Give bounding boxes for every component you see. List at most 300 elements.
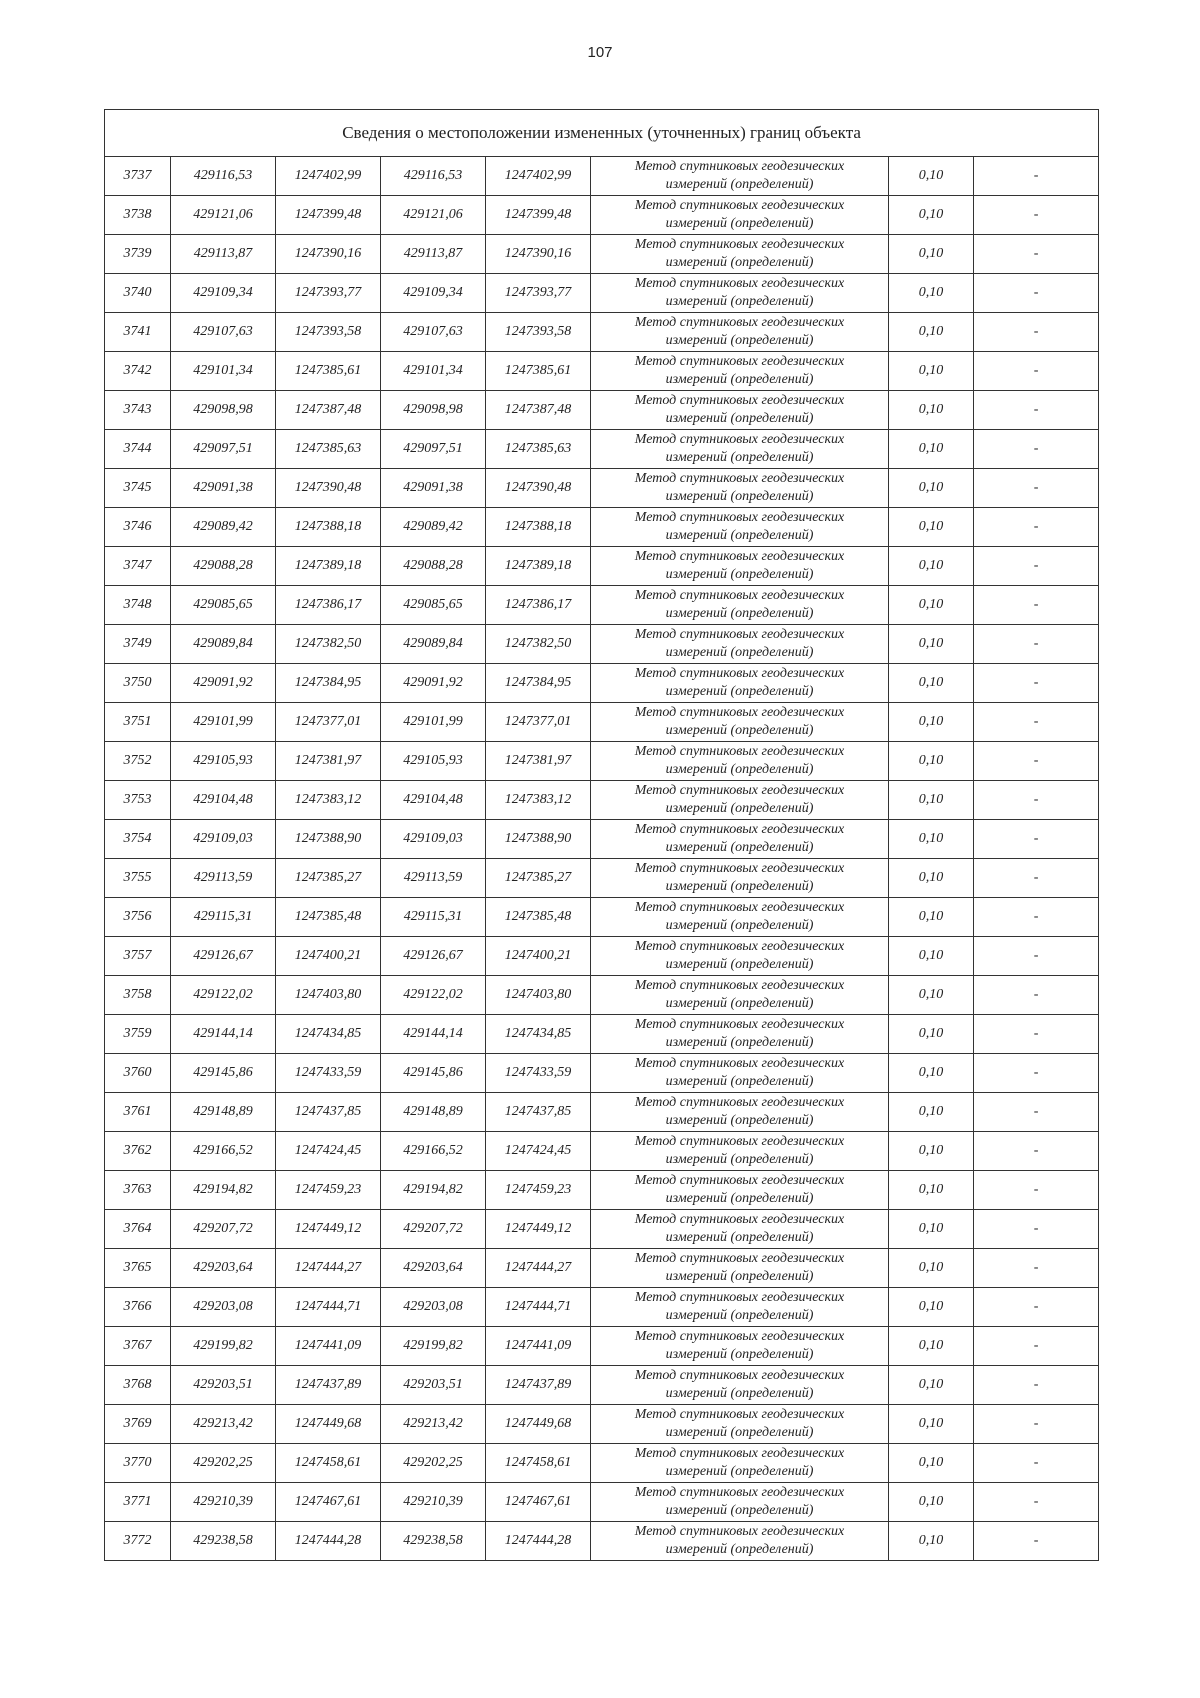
y-new-cell: 1247449,68 xyxy=(486,1405,591,1444)
y-new-cell: 1247444,27 xyxy=(486,1249,591,1288)
x-existing-cell: 429213,42 xyxy=(171,1405,276,1444)
description-cell: - xyxy=(974,781,1099,820)
precision-cell: 0,10 xyxy=(889,1483,974,1522)
method-line-1: Метод спутниковых геодезических xyxy=(634,861,845,876)
table-row xyxy=(105,1249,1099,1288)
x-new-cell: 429116,53 xyxy=(381,157,486,196)
y-existing-cell: 1247441,09 xyxy=(276,1327,381,1366)
y-existing-cell: 1247437,85 xyxy=(276,1093,381,1132)
y-existing-cell: 1247385,27 xyxy=(276,859,381,898)
description-cell: - xyxy=(974,352,1099,391)
y-existing-cell: 1247385,63 xyxy=(276,430,381,469)
x-existing-cell: 429203,08 xyxy=(171,1288,276,1327)
method-cell xyxy=(591,352,889,391)
method-cell xyxy=(591,1366,889,1405)
method-line-2: измерений (определений) xyxy=(665,957,814,972)
table-row xyxy=(105,508,1099,547)
precision-cell: 0,10 xyxy=(889,469,974,508)
method-line-1: Метод спутниковых геодезических xyxy=(634,1290,845,1305)
y-new-cell: 1247389,18 xyxy=(486,547,591,586)
method-line-1: Метод спутниковых геодезических xyxy=(634,666,845,681)
method-line-2: измерений (определений) xyxy=(665,1542,814,1557)
x-existing-cell: 429104,48 xyxy=(171,781,276,820)
method-line-2: измерений (определений) xyxy=(665,1464,814,1479)
method-line-2: измерений (определений) xyxy=(665,918,814,933)
x-existing-cell: 429148,89 xyxy=(171,1093,276,1132)
x-new-cell: 429089,42 xyxy=(381,508,486,547)
precision-cell: 0,10 xyxy=(889,1015,974,1054)
precision-cell: 0,10 xyxy=(889,1327,974,1366)
y-new-cell: 1247385,63 xyxy=(486,430,591,469)
method-cell xyxy=(591,1132,889,1171)
x-existing-cell: 429207,72 xyxy=(171,1210,276,1249)
point-number-cell: 3737 xyxy=(105,157,171,196)
point-number-cell: 3752 xyxy=(105,742,171,781)
point-number-cell: 3763 xyxy=(105,1171,171,1210)
y-new-cell: 1247381,97 xyxy=(486,742,591,781)
y-existing-cell: 1247393,58 xyxy=(276,313,381,352)
y-new-cell: 1247384,95 xyxy=(486,664,591,703)
method-cell xyxy=(591,547,889,586)
method-cell xyxy=(591,1483,889,1522)
point-number-cell: 3755 xyxy=(105,859,171,898)
y-existing-cell: 1247388,90 xyxy=(276,820,381,859)
y-existing-cell: 1247382,50 xyxy=(276,625,381,664)
method-cell xyxy=(591,1093,889,1132)
y-new-cell: 1247390,48 xyxy=(486,469,591,508)
y-new-cell: 1247377,01 xyxy=(486,703,591,742)
y-existing-cell: 1247444,71 xyxy=(276,1288,381,1327)
y-existing-cell: 1247399,48 xyxy=(276,196,381,235)
precision-cell: 0,10 xyxy=(889,898,974,937)
description-cell: - xyxy=(974,742,1099,781)
y-existing-cell: 1247385,48 xyxy=(276,898,381,937)
y-new-cell: 1247441,09 xyxy=(486,1327,591,1366)
x-existing-cell: 429091,92 xyxy=(171,664,276,703)
method-line-1: Метод спутниковых геодезических xyxy=(634,432,845,447)
point-number-cell: 3749 xyxy=(105,625,171,664)
precision-cell: 0,10 xyxy=(889,1522,974,1561)
y-existing-cell: 1247449,12 xyxy=(276,1210,381,1249)
point-number-cell: 3751 xyxy=(105,703,171,742)
description-cell: - xyxy=(974,937,1099,976)
precision-cell: 0,10 xyxy=(889,391,974,430)
method-line-2: измерений (определений) xyxy=(665,450,814,465)
precision-cell: 0,10 xyxy=(889,196,974,235)
method-cell xyxy=(591,1210,889,1249)
method-line-2: измерений (определений) xyxy=(665,177,814,192)
y-new-cell: 1247382,50 xyxy=(486,625,591,664)
method-line-1: Метод спутниковых геодезических xyxy=(634,978,845,993)
x-new-cell: 429109,34 xyxy=(381,274,486,313)
method-line-2: измерений (определений) xyxy=(665,1113,814,1128)
method-cell xyxy=(591,742,889,781)
table-row xyxy=(105,820,1099,859)
point-number-cell: 3762 xyxy=(105,1132,171,1171)
x-existing-cell: 429238,58 xyxy=(171,1522,276,1561)
x-existing-cell: 429105,93 xyxy=(171,742,276,781)
precision-cell: 0,10 xyxy=(889,547,974,586)
x-new-cell: 429148,89 xyxy=(381,1093,486,1132)
method-cell xyxy=(591,274,889,313)
method-line-1: Метод спутниковых геодезических xyxy=(634,900,845,915)
y-existing-cell: 1247402,99 xyxy=(276,157,381,196)
table-row xyxy=(105,469,1099,508)
point-number-cell: 3746 xyxy=(105,508,171,547)
y-existing-cell: 1247389,18 xyxy=(276,547,381,586)
y-new-cell: 1247437,85 xyxy=(486,1093,591,1132)
x-existing-cell: 429107,63 xyxy=(171,313,276,352)
x-existing-cell: 429089,42 xyxy=(171,508,276,547)
y-existing-cell: 1247433,59 xyxy=(276,1054,381,1093)
precision-cell: 0,10 xyxy=(889,274,974,313)
x-new-cell: 429203,64 xyxy=(381,1249,486,1288)
method-cell xyxy=(591,235,889,274)
point-number-cell: 3770 xyxy=(105,1444,171,1483)
method-line-1: Метод спутниковых геодезических xyxy=(634,939,845,954)
method-cell xyxy=(591,1249,889,1288)
x-existing-cell: 429144,14 xyxy=(171,1015,276,1054)
method-cell xyxy=(591,976,889,1015)
description-cell: - xyxy=(974,820,1099,859)
x-new-cell: 429194,82 xyxy=(381,1171,486,1210)
y-new-cell: 1247424,45 xyxy=(486,1132,591,1171)
y-existing-cell: 1247384,95 xyxy=(276,664,381,703)
method-line-2: измерений (определений) xyxy=(665,645,814,660)
point-number-cell: 3766 xyxy=(105,1288,171,1327)
y-new-cell: 1247444,28 xyxy=(486,1522,591,1561)
y-existing-cell: 1247400,21 xyxy=(276,937,381,976)
point-number-cell: 3756 xyxy=(105,898,171,937)
table-row xyxy=(105,430,1099,469)
x-new-cell: 429145,86 xyxy=(381,1054,486,1093)
table-row xyxy=(105,352,1099,391)
x-existing-cell: 429088,28 xyxy=(171,547,276,586)
x-existing-cell: 429098,98 xyxy=(171,391,276,430)
point-number-cell: 3738 xyxy=(105,196,171,235)
method-cell xyxy=(591,1522,889,1561)
y-existing-cell: 1247449,68 xyxy=(276,1405,381,1444)
y-new-cell: 1247433,59 xyxy=(486,1054,591,1093)
y-existing-cell: 1247381,97 xyxy=(276,742,381,781)
x-existing-cell: 429113,87 xyxy=(171,235,276,274)
point-number-cell: 3744 xyxy=(105,430,171,469)
y-existing-cell: 1247467,61 xyxy=(276,1483,381,1522)
method-line-2: измерений (определений) xyxy=(665,1386,814,1401)
method-line-1: Метод спутниковых геодезических xyxy=(634,744,845,759)
description-cell: - xyxy=(974,1483,1099,1522)
method-line-1: Метод спутниковых геодезических xyxy=(634,1368,845,1383)
y-new-cell: 1247388,18 xyxy=(486,508,591,547)
table-row xyxy=(105,742,1099,781)
x-existing-cell: 429089,84 xyxy=(171,625,276,664)
x-new-cell: 429109,03 xyxy=(381,820,486,859)
table-row xyxy=(105,157,1099,196)
method-line-1: Метод спутниковых геодезических xyxy=(634,627,845,642)
method-line-2: измерений (определений) xyxy=(665,372,814,387)
y-new-cell: 1247387,48 xyxy=(486,391,591,430)
point-number-cell: 3772 xyxy=(105,1522,171,1561)
y-new-cell: 1247402,99 xyxy=(486,157,591,196)
method-cell xyxy=(591,781,889,820)
y-new-cell: 1247386,17 xyxy=(486,586,591,625)
x-new-cell: 429122,02 xyxy=(381,976,486,1015)
x-existing-cell: 429145,86 xyxy=(171,1054,276,1093)
x-existing-cell: 429199,82 xyxy=(171,1327,276,1366)
method-line-2: измерений (определений) xyxy=(665,1308,814,1323)
method-line-1: Метод спутниковых геодезических xyxy=(634,588,845,603)
method-cell xyxy=(591,937,889,976)
precision-cell: 0,10 xyxy=(889,1249,974,1288)
precision-cell: 0,10 xyxy=(889,1366,974,1405)
y-existing-cell: 1247424,45 xyxy=(276,1132,381,1171)
x-new-cell: 429085,65 xyxy=(381,586,486,625)
method-cell xyxy=(591,859,889,898)
description-cell: - xyxy=(974,664,1099,703)
method-cell xyxy=(591,703,889,742)
y-new-cell: 1247393,77 xyxy=(486,274,591,313)
method-line-2: измерений (определений) xyxy=(665,333,814,348)
method-line-1: Метод спутниковых геодезических xyxy=(634,1056,845,1071)
table-title: Сведения о местоположении измененных (уточненных) границ объекта xyxy=(105,110,1099,157)
method-line-1: Метод спутниковых геодезических xyxy=(634,1134,845,1149)
y-existing-cell: 1247393,77 xyxy=(276,274,381,313)
method-line-1: Метод спутниковых геодезических xyxy=(634,1173,845,1188)
y-new-cell: 1247400,21 xyxy=(486,937,591,976)
x-existing-cell: 429109,34 xyxy=(171,274,276,313)
y-existing-cell: 1247444,27 xyxy=(276,1249,381,1288)
point-number-cell: 3761 xyxy=(105,1093,171,1132)
method-line-1: Метод спутниковых геодезических xyxy=(634,510,845,525)
precision-cell: 0,10 xyxy=(889,1093,974,1132)
description-cell: - xyxy=(974,703,1099,742)
method-line-2: измерений (определений) xyxy=(665,1230,814,1245)
table-row xyxy=(105,1171,1099,1210)
point-number-cell: 3754 xyxy=(105,820,171,859)
description-cell: - xyxy=(974,547,1099,586)
description-cell: - xyxy=(974,1249,1099,1288)
x-new-cell: 429113,59 xyxy=(381,859,486,898)
method-line-2: измерений (определений) xyxy=(665,528,814,543)
x-existing-cell: 429085,65 xyxy=(171,586,276,625)
description-cell: - xyxy=(974,1171,1099,1210)
y-existing-cell: 1247390,48 xyxy=(276,469,381,508)
y-new-cell: 1247449,12 xyxy=(486,1210,591,1249)
y-existing-cell: 1247403,80 xyxy=(276,976,381,1015)
method-line-2: измерений (определений) xyxy=(665,840,814,855)
point-number-cell: 3760 xyxy=(105,1054,171,1093)
point-number-cell: 3748 xyxy=(105,586,171,625)
method-line-2: измерений (определений) xyxy=(665,879,814,894)
table-row xyxy=(105,391,1099,430)
x-new-cell: 429199,82 xyxy=(381,1327,486,1366)
x-existing-cell: 429203,64 xyxy=(171,1249,276,1288)
table-row xyxy=(105,937,1099,976)
point-number-cell: 3753 xyxy=(105,781,171,820)
method-line-2: измерений (определений) xyxy=(665,567,814,582)
description-cell: - xyxy=(974,1366,1099,1405)
x-new-cell: 429104,48 xyxy=(381,781,486,820)
x-existing-cell: 429109,03 xyxy=(171,820,276,859)
y-existing-cell: 1247390,16 xyxy=(276,235,381,274)
point-number-cell: 3758 xyxy=(105,976,171,1015)
table-row xyxy=(105,1093,1099,1132)
point-number-cell: 3757 xyxy=(105,937,171,976)
table-row xyxy=(105,1288,1099,1327)
y-new-cell: 1247383,12 xyxy=(486,781,591,820)
table-row xyxy=(105,859,1099,898)
x-existing-cell: 429101,34 xyxy=(171,352,276,391)
precision-cell: 0,10 xyxy=(889,1054,974,1093)
x-existing-cell: 429166,52 xyxy=(171,1132,276,1171)
method-line-2: измерений (определений) xyxy=(665,1425,814,1440)
table-body xyxy=(105,157,1099,1561)
y-existing-cell: 1247459,23 xyxy=(276,1171,381,1210)
x-new-cell: 429088,28 xyxy=(381,547,486,586)
description-cell: - xyxy=(974,157,1099,196)
table-row xyxy=(105,196,1099,235)
method-line-1: Метод спутниковых геодезических xyxy=(634,1251,845,1266)
x-existing-cell: 429126,67 xyxy=(171,937,276,976)
x-existing-cell: 429113,59 xyxy=(171,859,276,898)
method-line-2: измерений (определений) xyxy=(665,1269,814,1284)
point-number-cell: 3764 xyxy=(105,1210,171,1249)
method-line-2: измерений (определений) xyxy=(665,216,814,231)
y-existing-cell: 1247458,61 xyxy=(276,1444,381,1483)
description-cell: - xyxy=(974,859,1099,898)
y-new-cell: 1247385,48 xyxy=(486,898,591,937)
x-existing-cell: 429097,51 xyxy=(171,430,276,469)
x-existing-cell: 429121,06 xyxy=(171,196,276,235)
point-number-cell: 3765 xyxy=(105,1249,171,1288)
x-existing-cell: 429202,25 xyxy=(171,1444,276,1483)
description-cell: - xyxy=(974,1327,1099,1366)
description-cell: - xyxy=(974,898,1099,937)
y-existing-cell: 1247434,85 xyxy=(276,1015,381,1054)
precision-cell: 0,10 xyxy=(889,313,974,352)
point-number-cell: 3767 xyxy=(105,1327,171,1366)
method-cell xyxy=(591,625,889,664)
method-line-2: измерений (определений) xyxy=(665,1347,814,1362)
precision-cell: 0,10 xyxy=(889,742,974,781)
x-existing-cell: 429115,31 xyxy=(171,898,276,937)
description-cell: - xyxy=(974,313,1099,352)
description-cell: - xyxy=(974,1015,1099,1054)
table-row xyxy=(105,1210,1099,1249)
table-row xyxy=(105,1015,1099,1054)
method-line-2: измерений (определений) xyxy=(665,801,814,816)
table-row xyxy=(105,976,1099,1015)
y-existing-cell: 1247387,48 xyxy=(276,391,381,430)
method-cell xyxy=(591,1444,889,1483)
method-line-2: измерений (определений) xyxy=(665,1035,814,1050)
x-existing-cell: 429210,39 xyxy=(171,1483,276,1522)
point-number-cell: 3759 xyxy=(105,1015,171,1054)
x-new-cell: 429210,39 xyxy=(381,1483,486,1522)
description-cell: - xyxy=(974,469,1099,508)
y-new-cell: 1247467,61 xyxy=(486,1483,591,1522)
method-line-2: измерений (определений) xyxy=(665,411,814,426)
x-new-cell: 429121,06 xyxy=(381,196,486,235)
method-cell xyxy=(591,1171,889,1210)
x-new-cell: 429101,34 xyxy=(381,352,486,391)
precision-cell: 0,10 xyxy=(889,664,974,703)
method-line-1: Метод спутниковых геодезических xyxy=(634,549,845,564)
x-new-cell: 429101,99 xyxy=(381,703,486,742)
method-cell xyxy=(591,196,889,235)
point-number-cell: 3743 xyxy=(105,391,171,430)
description-cell: - xyxy=(974,274,1099,313)
description-cell: - xyxy=(974,1444,1099,1483)
method-line-1: Метод спутниковых геодезических xyxy=(634,471,845,486)
table-row xyxy=(105,313,1099,352)
method-line-2: измерений (определений) xyxy=(665,1503,814,1518)
y-new-cell: 1247385,27 xyxy=(486,859,591,898)
method-line-1: Метод спутниковых геодезических xyxy=(634,822,845,837)
method-cell xyxy=(591,1405,889,1444)
description-cell: - xyxy=(974,1288,1099,1327)
x-existing-cell: 429091,38 xyxy=(171,469,276,508)
x-new-cell: 429091,38 xyxy=(381,469,486,508)
method-line-2: измерений (определений) xyxy=(665,1074,814,1089)
method-line-1: Метод спутниковых геодезических xyxy=(634,1212,845,1227)
method-cell xyxy=(591,313,889,352)
y-existing-cell: 1247444,28 xyxy=(276,1522,381,1561)
table-row xyxy=(105,1405,1099,1444)
table-row xyxy=(105,1366,1099,1405)
y-new-cell: 1247458,61 xyxy=(486,1444,591,1483)
table-row xyxy=(105,898,1099,937)
method-line-1: Метод спутниковых геодезических xyxy=(634,783,845,798)
point-number-cell: 3768 xyxy=(105,1366,171,1405)
precision-cell: 0,10 xyxy=(889,625,974,664)
method-cell xyxy=(591,664,889,703)
method-cell xyxy=(591,430,889,469)
method-line-1: Метод спутниковых геодезических xyxy=(634,159,845,174)
description-cell: - xyxy=(974,508,1099,547)
method-line-2: измерений (определений) xyxy=(665,723,814,738)
method-cell xyxy=(591,1327,889,1366)
y-existing-cell: 1247388,18 xyxy=(276,508,381,547)
x-new-cell: 429089,84 xyxy=(381,625,486,664)
precision-cell: 0,10 xyxy=(889,352,974,391)
y-new-cell: 1247459,23 xyxy=(486,1171,591,1210)
x-existing-cell: 429116,53 xyxy=(171,157,276,196)
table-row xyxy=(105,547,1099,586)
page-number: 107 xyxy=(587,44,613,61)
description-cell: - xyxy=(974,1054,1099,1093)
precision-cell: 0,10 xyxy=(889,937,974,976)
description-cell: - xyxy=(974,1210,1099,1249)
description-cell: - xyxy=(974,586,1099,625)
method-cell xyxy=(591,898,889,937)
method-line-2: измерений (определений) xyxy=(665,489,814,504)
y-new-cell: 1247390,16 xyxy=(486,235,591,274)
description-cell: - xyxy=(974,625,1099,664)
y-new-cell: 1247385,61 xyxy=(486,352,591,391)
precision-cell: 0,10 xyxy=(889,508,974,547)
y-new-cell: 1247437,89 xyxy=(486,1366,591,1405)
method-line-1: Метод спутниковых геодезических xyxy=(634,276,845,291)
description-cell: - xyxy=(974,430,1099,469)
precision-cell: 0,10 xyxy=(889,703,974,742)
description-cell: - xyxy=(974,235,1099,274)
y-existing-cell: 1247377,01 xyxy=(276,703,381,742)
method-line-1: Метод спутниковых геодезических xyxy=(634,705,845,720)
table-row xyxy=(105,703,1099,742)
precision-cell: 0,10 xyxy=(889,1171,974,1210)
point-number-cell: 3742 xyxy=(105,352,171,391)
